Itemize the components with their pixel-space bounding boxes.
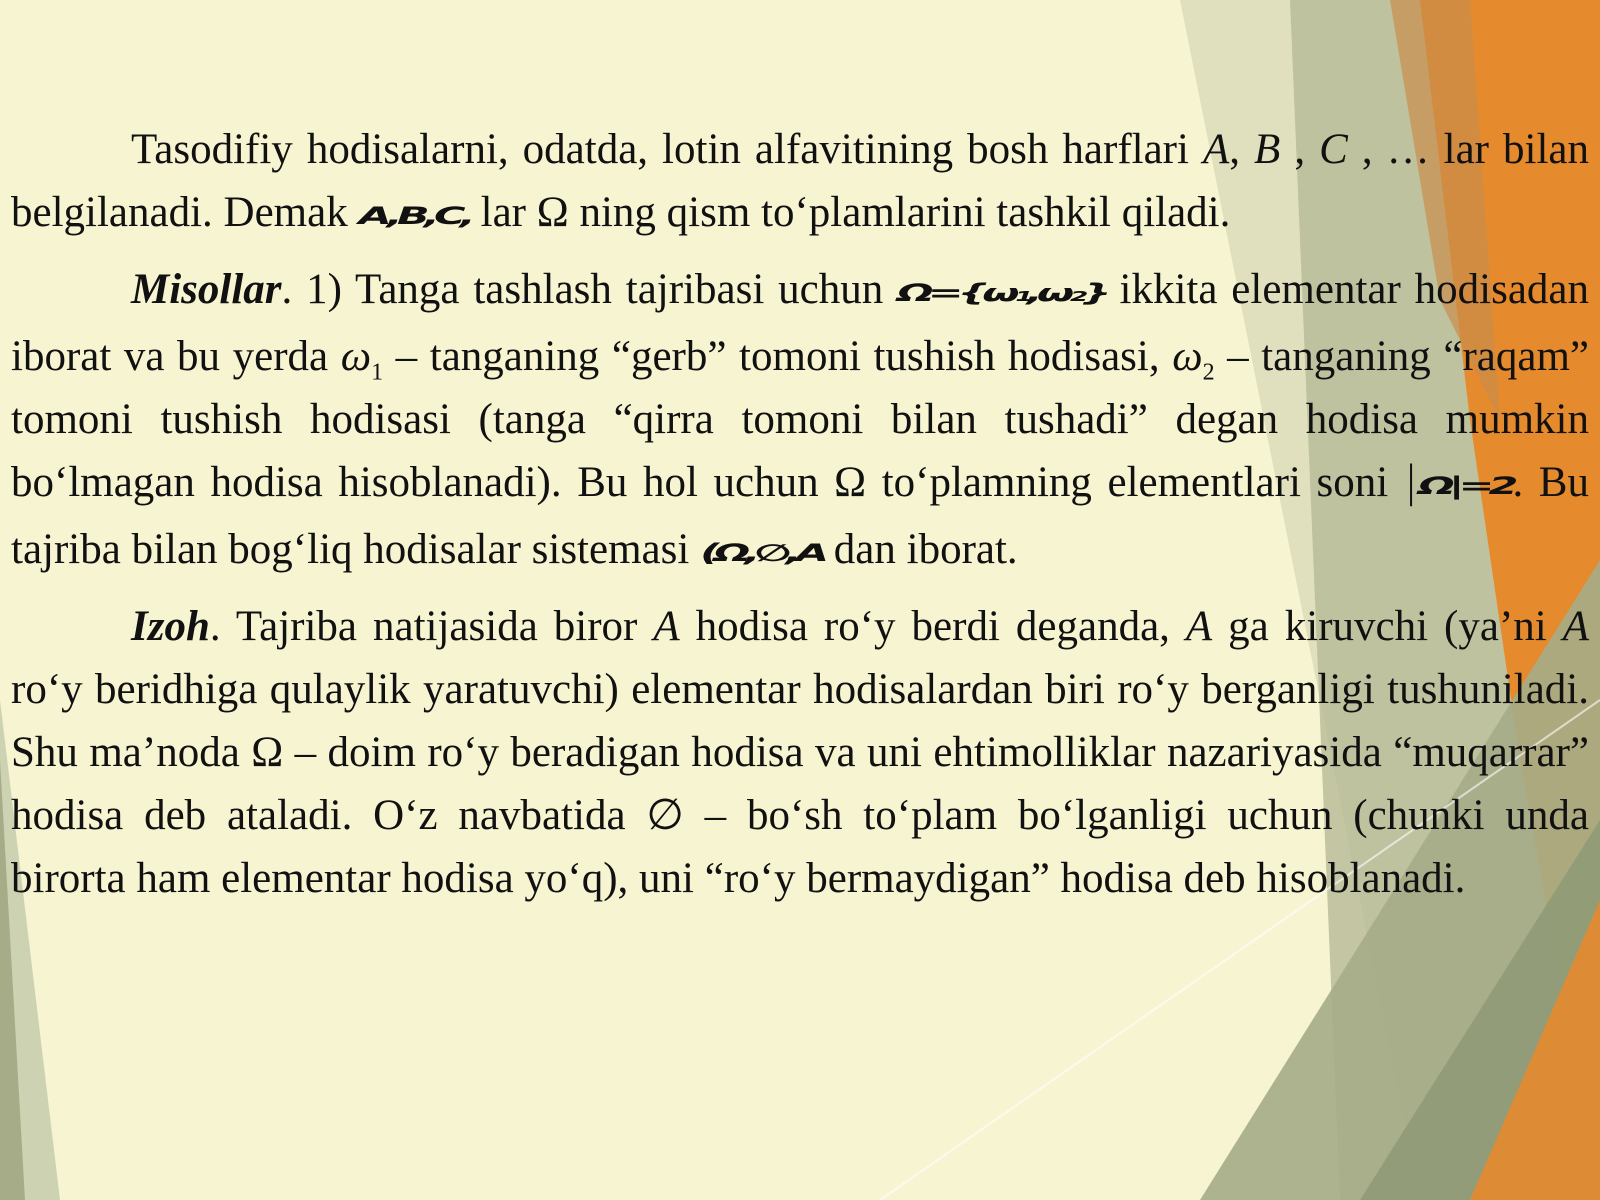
formula-glitch-abc: A,B,C, xyxy=(358,202,470,230)
paragraph-intro: Tasodifiy hodisalarni, odatda, lotin alfavitining bosh harflari A, B , C , … lar bilan belgilanadi. Demak A,B,C, lar Ω ning qism to‘plamlarini tashkil qiladi. xyxy=(11,126,1590,236)
omega-symbol: Ω xyxy=(251,729,284,776)
paragraph-remark: Izoh. Tajriba natijasida biror A hodisa ro‘y berdi deganda, A ga kiruvchi (ya’ni A ro‘y beridhiga qulaylik yaratuvchi) elementar hodisalardan biri ro‘y berganligi tushuniladi. Shu ma’noda Ω – doim ro‘y beradigan hodisa va uni ehtimolliklar nazariyasida “muqarrar” hodisa deb ataladi. O‘z navbatida ∅ – bo‘sh to‘plam bo‘lganligi uchun (chunki unda birorta ham elementar hodisa yo‘q), uni “ro‘y bermaydigan” hodisa deb hisoblanadi. xyxy=(11,603,1590,902)
paragraph-examples: Misollar. 1) Tanga tashlash tajribasi uchun Ω={ω₁,ω₂} ikkita elementar hodisadan iborat va bu yerda $\omega_1$ – tanganing “gerb” tomoni tushish hodisasi, $\omega_2$ – tanganing “raqam” tomoni tushish hodisasi (tanga “qirra tomoni bilan tushadi” degan hodisa mumkin bo‘lmagan hodisa hisoblanadi). Bu hol uchun Ω to‘plamning elementlari soni |Ω|=2. Bu tajriba bilan bog‘liq hodisalar sistemasi (Ω,∅,A dan iborat. xyxy=(11,266,1590,573)
formula-glitch-event-system: (Ω,∅,A xyxy=(700,539,824,567)
slide-body xyxy=(11,118,1589,920)
omega-symbol: Ω xyxy=(834,459,867,506)
remark-heading: Izoh xyxy=(131,603,210,650)
examples-heading: Misollar xyxy=(131,266,282,313)
formula-glitch-omega-set: Ω={ω₁,ω₂} xyxy=(897,279,1106,307)
formula-glitch-cardinality: Ω|=2 xyxy=(1418,472,1513,500)
empty-set-symbol: ∅ xyxy=(646,792,684,839)
omega-symbol: Ω xyxy=(536,189,569,236)
